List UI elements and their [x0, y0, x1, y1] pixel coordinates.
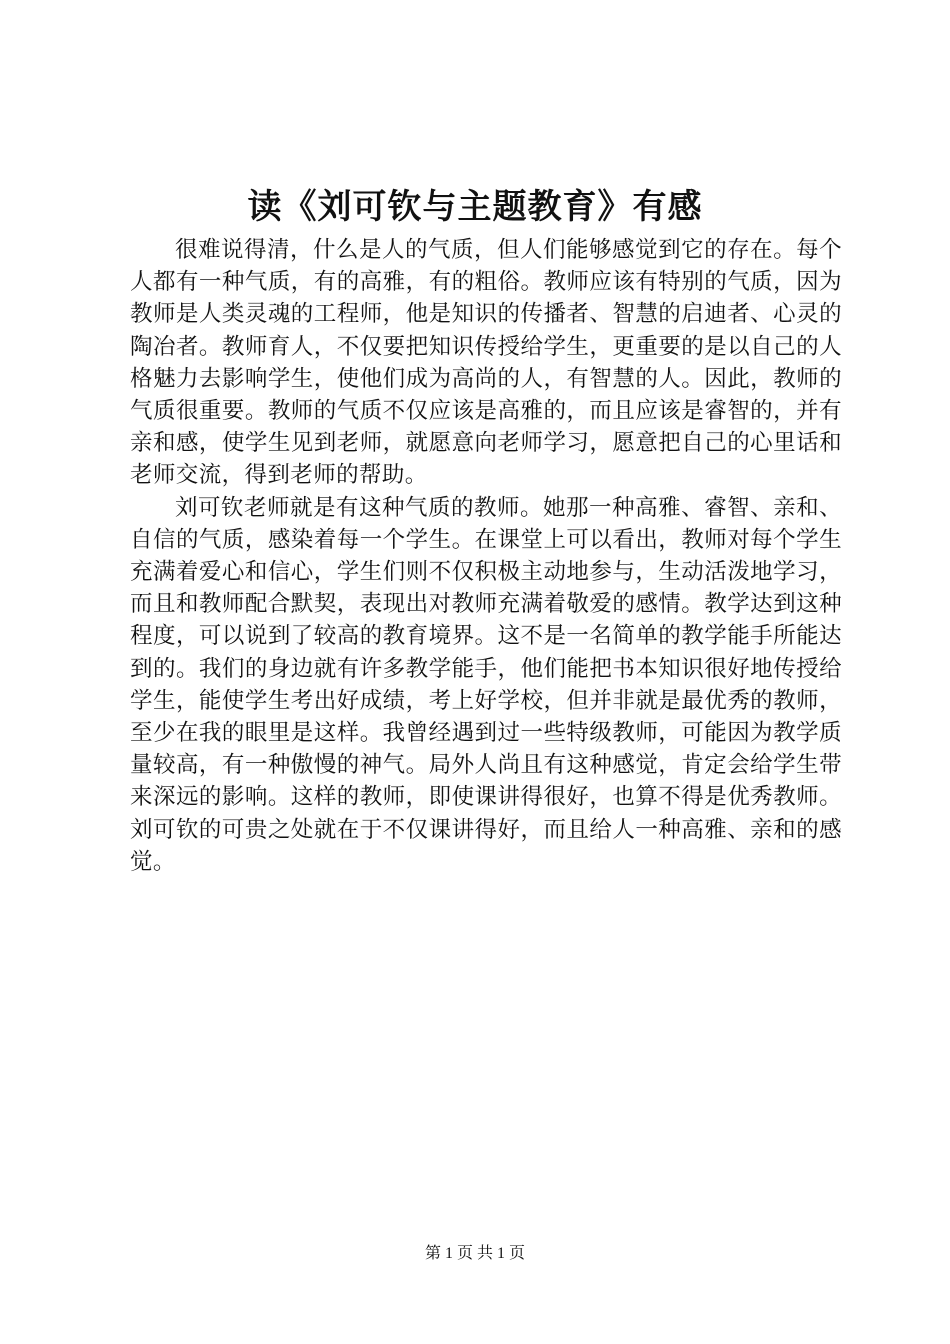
page-number-footer: 第 1 页 共 1 页 [424, 1245, 525, 1262]
paragraph-2: 刘可钦老师就是有这种气质的教师。她那一种高雅、睿智、亲和、自信的气质，感染着每一个学生。在课堂上可以看出，教师对每个学生充满着爱心和信心，学生们则不仅积极主动地参与，生动活泼地学习，而且和教师配合默契，表现出对教师充满着敬爱的感情。教学达到这种程度，可以说到了较高的教育境界。这不是一名简单的教学能手所能达到的。我们的身边就有许多教学能手，他们能把书本知识很好地传授给学生，能使学生考出好成绩，考上好学校，但并非就是最优秀的教师，至少在我的眼里是这样。我曾经遇到过一些特级教师，可能因为教学质量较高，有一种傲慢的神气。局外人尚且有这种感觉，肯定会给学生带来深远的影响。这样的教师，即使课讲得很好，也算不得是优秀教师。刘可钦的可贵之处就在于不仅课讲得好，而且给人一种高雅、亲和的感觉。 [130, 494, 842, 875]
paragraph-1: 很难说得清，什么是人的气质，但人们能够感觉到它的存在。每个人都有一种气质，有的高雅，有的粗俗。教师应该有特别的气质，因为教师是人类灵魂的工程师，他是知识的传播者、智慧的启迪者、心灵的陶冶者。教师育人，不仅要把知识传授给学生，更重要的是以自己的人格魅力去影响学生，使他们成为高尚的人，有智慧的人。因此，教师的气质很重要。教师的气质不仅应该是高雅的，而且应该是睿智的，并有亲和感，使学生见到老师，就愿意向老师学习，愿意把自己的心里话和老师交流，得到老师的帮助。 [130, 237, 842, 489]
document-title: 读《刘可钦与主题教育》有感 [247, 187, 703, 227]
document-body [130, 234, 842, 878]
